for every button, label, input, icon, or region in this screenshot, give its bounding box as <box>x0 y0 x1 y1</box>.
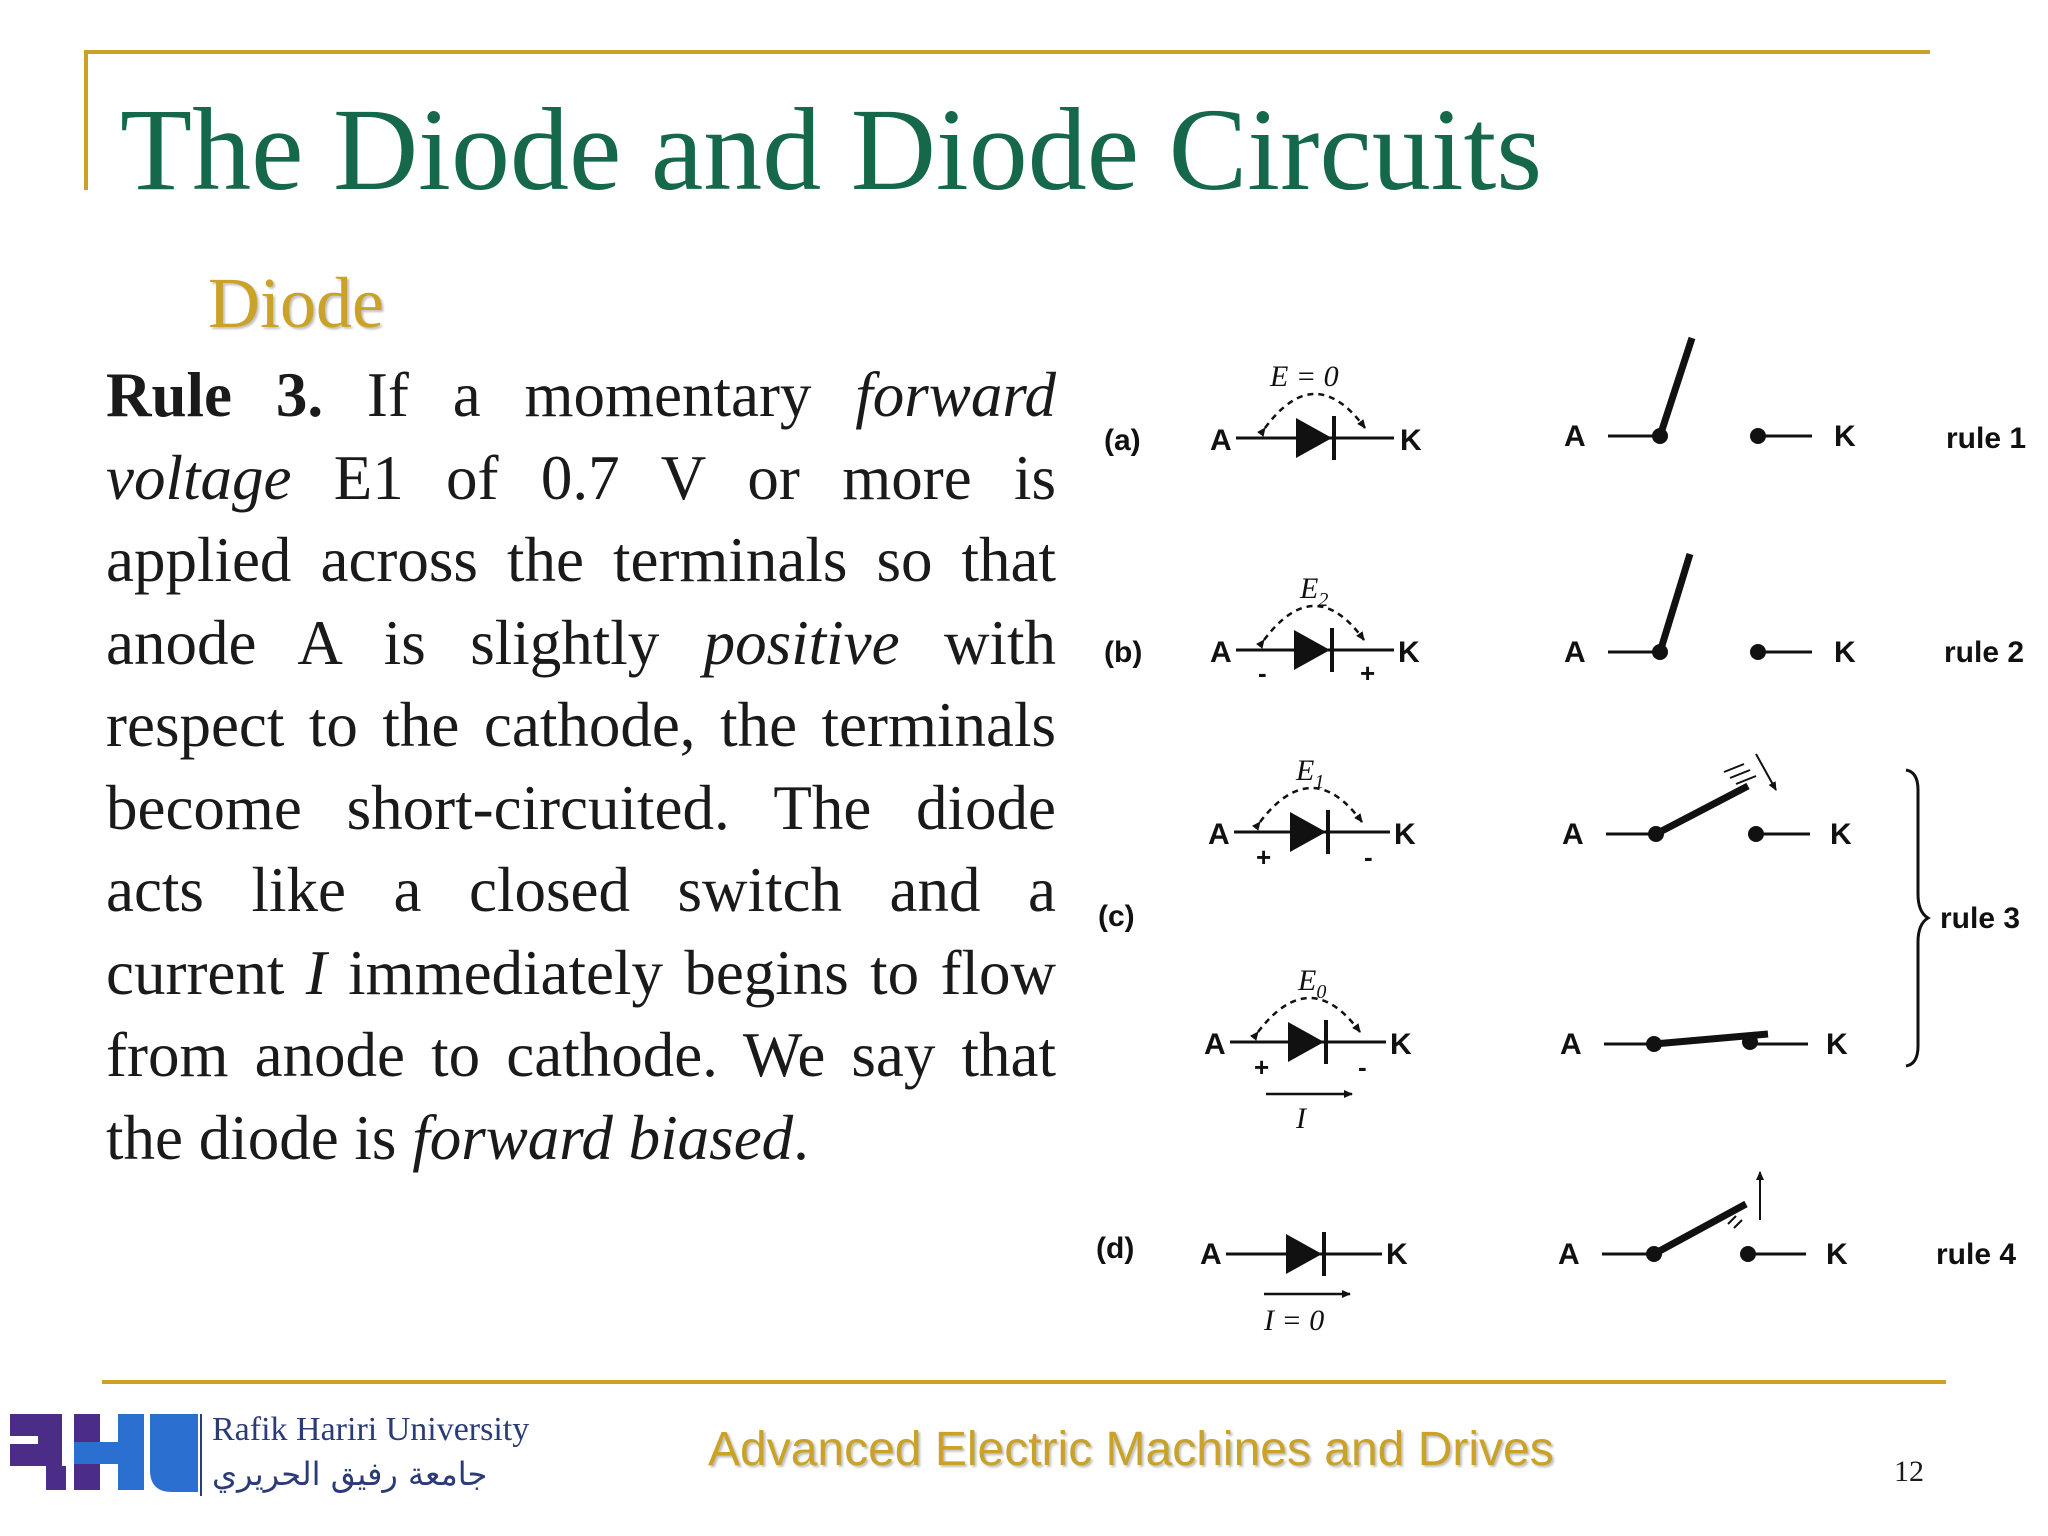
sign-plus-c1: + <box>1256 842 1272 872</box>
switch-c1 <box>1562 754 1852 851</box>
rule-text-5: . <box>793 1102 809 1173</box>
sign-minus-c2: - <box>1358 1052 1367 1082</box>
cathode-label-b: K <box>1398 636 1420 669</box>
cathode-switch-c1: K <box>1830 818 1852 851</box>
cathode-label-c2: K <box>1390 1028 1412 1061</box>
anode-label-a: A <box>1210 424 1232 457</box>
diode-icon <box>1294 628 1332 672</box>
cathode-label-c1: K <box>1394 818 1416 851</box>
diode-icon <box>1286 1232 1324 1276</box>
anode-switch-c1: A <box>1562 818 1584 851</box>
rule-text-4: immediately begins to flow from anode to cathode. We say that the diode is <box>106 937 1057 1173</box>
cathode-switch-d: K <box>1826 1238 1848 1271</box>
logo-text: RHU <box>8 1410 11 1411</box>
rule-label-1: rule 1 <box>1946 422 2027 455</box>
sign-minus-c1: - <box>1364 842 1373 872</box>
anode-switch-d: A <box>1558 1238 1580 1271</box>
page-number: 12 <box>1894 1455 1924 1488</box>
diode-d <box>1200 1232 1408 1337</box>
university-name-ar: جامعة رفيق الحريري <box>212 1455 488 1493</box>
switch-icon <box>1656 786 1748 834</box>
switch-icon <box>1660 338 1692 436</box>
cathode-label-d: K <box>1386 1238 1408 1271</box>
arrow-icon <box>1756 754 1776 790</box>
rule-emphasis-4: forward biased <box>412 1102 794 1173</box>
cathode-switch-b: K <box>1834 636 1856 669</box>
voltage-label-c1: $E_1$ <box>1296 754 1325 793</box>
anode-switch-b: A <box>1564 636 1586 669</box>
university-name-en: Rafik Hariri University <box>212 1411 530 1448</box>
row-label-a: (a) <box>1104 424 1141 457</box>
logo-divider <box>200 1414 202 1496</box>
current-label-d: I = 0 <box>1264 1304 1325 1337</box>
course-title: Advanced Electric Machines and Drives <box>708 1423 1554 1476</box>
sign-plus-c2: + <box>1254 1052 1270 1082</box>
switch-b <box>1564 554 1856 669</box>
left-rule <box>84 50 88 190</box>
bottom-rule <box>102 1380 1946 1384</box>
brace-icon <box>1906 770 1928 1066</box>
diode-icon <box>1288 1020 1326 1064</box>
diode-icon <box>1290 810 1328 854</box>
row-label-b: (b) <box>1104 636 1143 669</box>
row-label-d: (d) <box>1096 1232 1135 1265</box>
diode-c2 <box>1204 964 1412 1135</box>
switch-icon <box>1654 1204 1746 1254</box>
rule-emphasis-2: positive <box>703 607 900 678</box>
anode-switch-a: A <box>1564 420 1586 453</box>
voltage-label-b: $E_2$ <box>1300 572 1329 611</box>
anode-switch-c2: A <box>1560 1028 1582 1061</box>
switch-d <box>1558 1172 1848 1271</box>
anode-label-b: A <box>1210 636 1232 669</box>
rule-text-2: E1 of 0.7 V or more is applied across the terminals so that anode A is slightly <box>106 442 1056 678</box>
switch-c2 <box>1560 1028 1848 1061</box>
switch-icon <box>1660 554 1690 652</box>
anode-label-c1: A <box>1208 818 1230 851</box>
rule-label: Rule 3. <box>106 360 324 430</box>
voltage-label-c2: $E_0$ <box>1298 964 1327 1003</box>
row-label-c: (c) <box>1098 900 1135 933</box>
cathode-label-a: K <box>1400 424 1422 457</box>
sign-plus-b: + <box>1360 658 1376 688</box>
diode-icon <box>1296 416 1334 460</box>
rule-label-4: rule 4 <box>1936 1238 2017 1271</box>
section-subtitle: Diode <box>208 263 384 343</box>
anode-label-c2: A <box>1204 1028 1226 1061</box>
rule-emphasis-3: I <box>305 937 327 1008</box>
cathode-switch-c2: K <box>1826 1028 1848 1061</box>
diode-b <box>1210 572 1420 688</box>
university-logo <box>8 1410 198 1494</box>
current-label-c: I <box>1296 1102 1306 1135</box>
rule-paragraph <box>106 354 1056 1179</box>
cathode-switch-a: K <box>1834 420 1856 453</box>
rule-emphasis-1: forward voltage <box>106 360 1057 513</box>
top-rule <box>84 50 1930 54</box>
rule-text-3: with respect to the cathode, the terminals become short-circuited. The diode acts like a closed switch and a current <box>106 607 1056 1008</box>
diode-rules-diagram <box>1060 320 2048 1360</box>
sign-minus-b: - <box>1258 658 1267 688</box>
rule-label-2: rule 2 <box>1944 636 2025 669</box>
diode-a <box>1210 360 1422 460</box>
page-title: The Diode and Diode Circuits <box>120 84 1543 215</box>
diode-c1 <box>1208 754 1416 872</box>
rule-label-3: rule 3 <box>1940 902 2021 935</box>
switch-a <box>1564 338 1856 453</box>
anode-label-d: A <box>1200 1238 1222 1271</box>
rule-text-1: If a momentary <box>323 360 856 430</box>
voltage-label-a: E = 0 <box>1270 360 1339 393</box>
